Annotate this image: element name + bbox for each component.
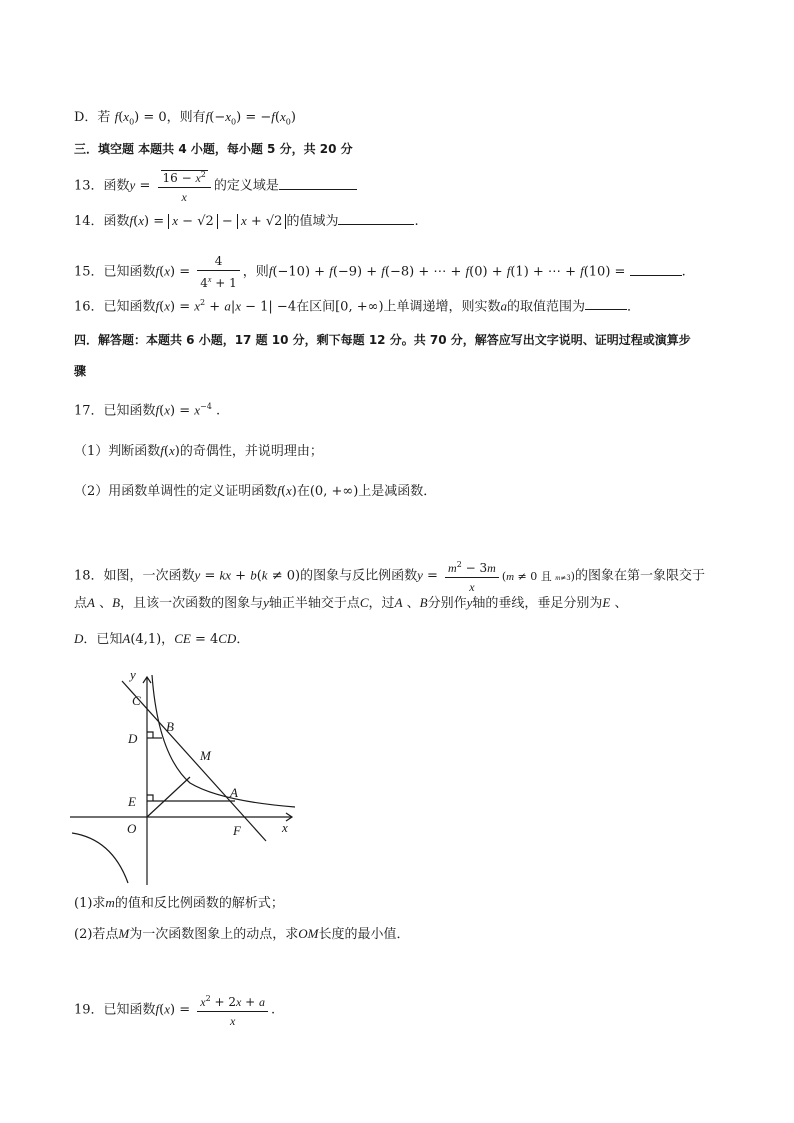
q16-prefix: 16．已知函数 — [74, 299, 156, 315]
section-solution-heading: 四．解答题：本题共 6 小题，17 题 10 分，剩下每题 12 分。共 70 分，解答应写出文字说明、证明过程或演算步 — [74, 333, 691, 347]
q18-b4: ，过 — [368, 596, 395, 611]
q16-suffix: 上单调递增，则实数 — [383, 299, 501, 315]
question-18-part-2: (2)若点M为一次函数图象上的动点，求OM长度的最小值． — [74, 926, 410, 942]
question-17: 17．已知函数$f(x) = x^{-4}$ . — [74, 402, 221, 419]
q17-1-prefix: （1）判断函数 — [74, 444, 161, 459]
q18-sub2c: 长度的最小值． — [318, 927, 410, 942]
question-17-part-2: （2）用函数单调性的定义证明函数f(x)在(0, +∞)上是减函数． — [74, 483, 437, 499]
q13-suffix: 的定义域是 — [213, 178, 279, 194]
question-14: 14．函数f(x) = x − √2 − x + √2 的值域为 . — [74, 213, 419, 229]
question-19: 19．已知函数f(x) = $\frac{x^2 + 2x + a}{x}$ . — [74, 990, 275, 1030]
question-15: 15．已知函数f(x) = $\frac{4}{4^x + 1}$ ，则f(−10) + f(−9) + f(−8) + ⋯ + f(0) + f(1) + ⋯ + f(10) = . — [74, 254, 686, 290]
q18-b2: ，且该一次函数的图象与 — [120, 596, 264, 611]
q18-b5: 分别作 — [427, 596, 467, 611]
q16-mid: 在区间 — [296, 299, 336, 315]
answer-blank-15[interactable] — [630, 263, 682, 276]
q14-prefix: 14．函数 — [74, 214, 130, 229]
question-17-part-1: （1）判断函数f(x)的奇偶性，并说明理由； — [74, 443, 323, 459]
q18-sub2a: (2)若点 — [74, 927, 119, 942]
label-a: A — [230, 785, 238, 800]
q18-sub1-prefix: (1)求 — [74, 896, 106, 911]
q15-mid: ，则 — [242, 264, 269, 280]
hyperbola-branch-1 — [152, 675, 295, 807]
q18-b6: 轴的垂线，垂足分别为 — [472, 596, 603, 611]
q18-a2: 的图象与反比例函数 — [300, 568, 418, 584]
q17-2-prefix: （2）用函数单调性的定义证明函数 — [74, 484, 278, 499]
question-18-line-1: 18．如图，一次函数y = kx + b(k ≠ 0)的图象与反比例函数y = $\frac{m^2 - 3m}{x}$ (m ≠ 0 且 m≠3)的图象在第一象限交于 — [74, 556, 705, 596]
q18-c1: ．已知 — [83, 632, 123, 647]
q18-a1: 18．如图，一次函数 — [74, 568, 195, 584]
q17-2-mid: 在 — [296, 484, 310, 499]
q17-1-suffix: 的奇偶性，并说明理由； — [179, 444, 323, 459]
label-o: O — [127, 821, 137, 836]
q18-a3: 的图象在第一象限交于 — [574, 568, 705, 584]
hyperbola-branch-3 — [72, 833, 128, 883]
q19-text: 19．已知函数 — [74, 1002, 156, 1018]
option-d-text: D．若 — [74, 110, 111, 125]
label-f: F — [233, 823, 241, 838]
question-16: 16．已知函数$f(x) = x^2 + a|x - 1| -4$在区间[0, +∞)上单调递增，则实数a的取值范围为 ． — [74, 298, 641, 315]
option-d-mid: ，则有 — [166, 110, 206, 125]
q18-b3: 轴正半轴交于点 — [268, 596, 360, 611]
q14-suffix: 的值域为 — [286, 214, 339, 229]
q18-b1: 点 — [74, 596, 88, 611]
option-d: D．若 $f(x_0) = 0$，则有$f(-x_0) = -f(x_0)$ — [74, 109, 296, 127]
section-fill-in-heading: 三．填空题 本题共 4 小题，每小题 5 分，共 20 分 — [74, 142, 353, 156]
answer-blank-13[interactable] — [279, 177, 357, 190]
question-18-part-1: (1)求m的值和反比例函数的解析式； — [74, 895, 284, 911]
label-b: B — [166, 719, 174, 734]
right-angle-d — [147, 732, 153, 738]
label-d: D — [128, 731, 138, 746]
q18-sub2b: 为一次函数图象上的动点，求 — [129, 927, 299, 942]
q18-sub1-suffix: 的值和反比例函数的解析式； — [114, 896, 284, 911]
question-18-line-2: 点A 、B，且该一次函数的图象与y轴正半轴交于点C，过A 、B分别作y轴的垂线，垂足分别为E 、 — [74, 595, 628, 611]
q13-prefix: 13．函数 — [74, 178, 130, 194]
section-solution-heading-cont: 骤 — [74, 364, 87, 378]
right-angle-e — [147, 795, 153, 801]
label-e: E — [128, 794, 136, 809]
q15-prefix: 15．已知函数 — [74, 264, 156, 280]
label-y: y — [130, 667, 136, 682]
label-x: x — [282, 820, 288, 835]
q18-figure — [70, 665, 300, 890]
q17-2-suffix: 上是减函数． — [358, 484, 437, 499]
label-c: C — [132, 693, 141, 708]
answer-blank-14[interactable] — [338, 212, 414, 225]
question-18-line-3: D．已知A(4,1)，CE = 4CD． — [74, 631, 250, 647]
label-m: M — [200, 748, 211, 763]
q16-end: 的取值范围为 — [507, 299, 586, 315]
q17-text: 17．已知函数 — [74, 403, 156, 419]
question-13: 13．函数y = $\frac{16 - x^2}{x}$ 的定义域是 — [74, 166, 357, 206]
answer-blank-16[interactable] — [585, 297, 627, 310]
